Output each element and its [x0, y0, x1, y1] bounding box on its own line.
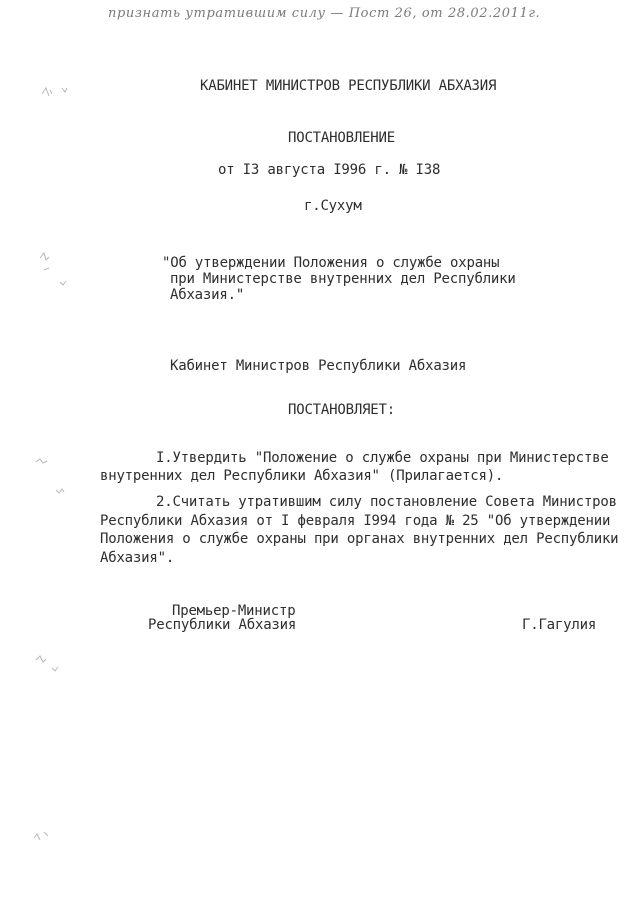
title-line: "Об утверждении Положения о службе охраны — [162, 255, 500, 271]
city: г.Сухум — [304, 198, 362, 214]
issuing-body: КАБИНЕТ МИНИСТРОВ РЕСПУБЛИКИ АБХАЗИЯ — [200, 78, 497, 94]
date-number: от I3 августа I996 г. № I38 — [218, 162, 441, 178]
resolves-heading: ПОСТАНОВЛЯЕТ: — [288, 402, 395, 418]
item-2-line: Республики Абхазия от I февраля I994 года № 25 "Об утверждении — [100, 513, 611, 529]
signatory-name: Г.Гагулия — [522, 617, 597, 633]
margin-marks — [0, 0, 90, 905]
item-2-line: Абхазия". — [100, 550, 175, 566]
item-2-line: 2.Считать утратившим силу постановление Совета Министров — [156, 494, 617, 510]
title-line: при Министерстве внутренних дел Республики — [170, 271, 516, 287]
item-1-line: внутренних дел Республики Абхазия" (Прилагается). — [100, 468, 504, 484]
item-2-line: Положения о службе охраны при органах внутренних дел Республики — [100, 531, 619, 547]
signatory-position: Премьер-Министр — [172, 603, 296, 619]
title-line: Абхазия." — [170, 287, 245, 303]
handwritten-annotation: признать утратившим силу — Пост 26, от 28.02.2011г. — [108, 6, 541, 21]
preamble: Кабинет Министров Республики Абхазия — [170, 358, 467, 374]
signatory-position: Республики Абхазия — [148, 617, 297, 633]
document-type: ПОСТАНОВЛЕНИЕ — [288, 130, 395, 146]
item-1-line: I.Утвердить "Положение о службе охраны при Министерстве — [156, 450, 609, 466]
